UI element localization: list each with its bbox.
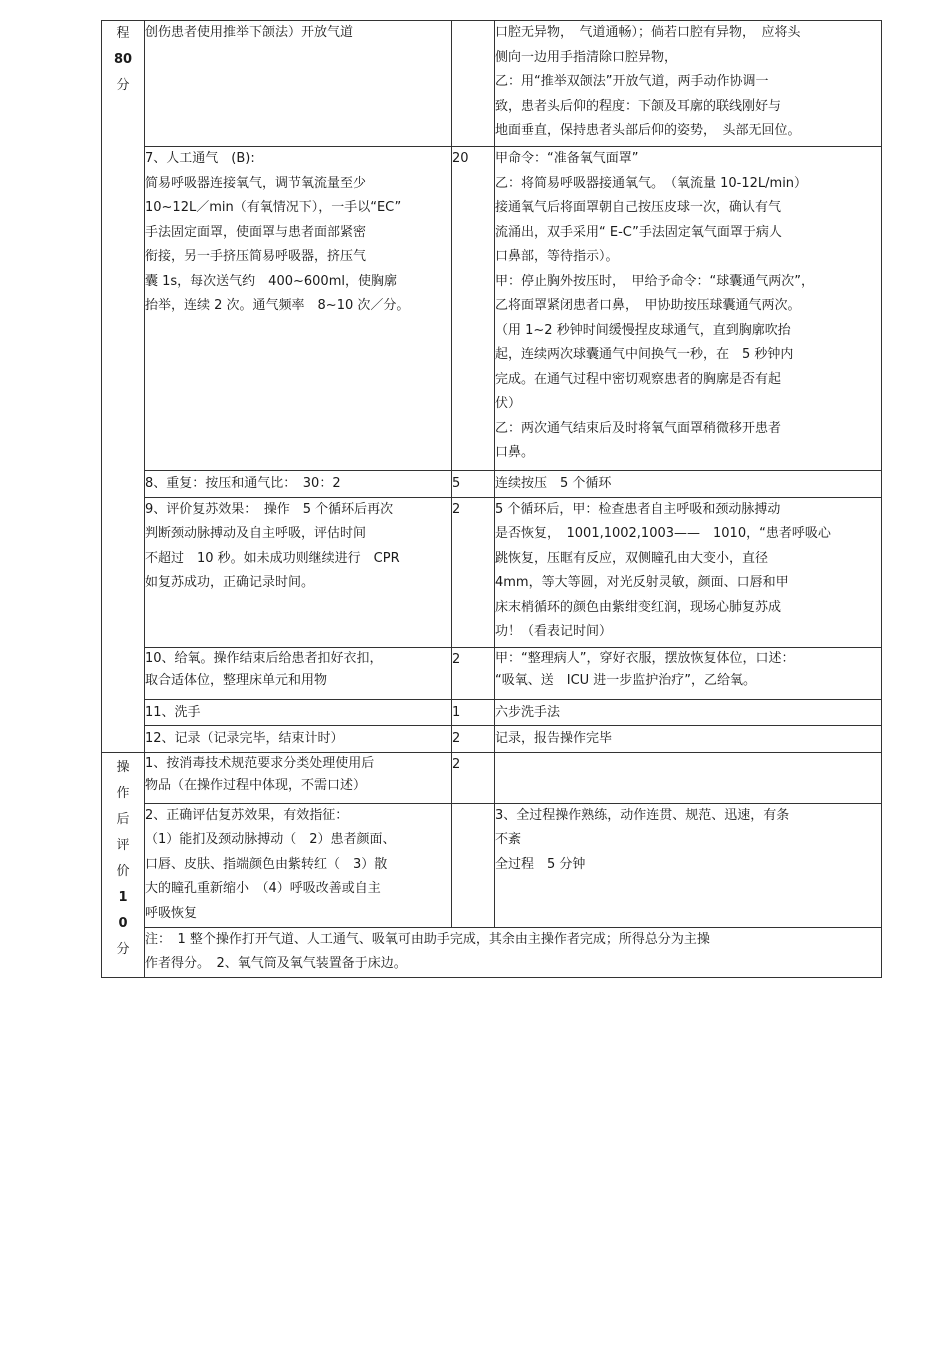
step-cell: [145, 497, 452, 647]
section-char: 分: [116, 941, 130, 957]
detail-cell: [495, 647, 882, 699]
step-cell: [145, 21, 452, 147]
detail-line: 乙：将简易呼吸器接通氧气。 （氧流量 10-12L/min）: [495, 175, 808, 191]
step-cell: [145, 752, 452, 803]
detail-line: 记录，报告操作完毕: [495, 731, 613, 746]
score-cell: 2: [452, 647, 495, 699]
table-row: [102, 803, 882, 927]
table-row: [102, 147, 882, 471]
detail-line: 功！（看表记时间）: [495, 624, 613, 639]
step-cell: [145, 647, 452, 699]
detail-line: 跳恢复，压眶有反应，双侧瞳孔由大变小，直径: [495, 550, 769, 566]
detail-line: 不紊: [495, 832, 522, 847]
detail-cell: [495, 497, 882, 647]
step-line: 12、记录（记录完毕，结束计时）: [145, 731, 344, 746]
section-char: 0: [118, 915, 128, 931]
detail-line: （用 1~2 秒钟时间缓慢捏皮球通气，直到胸廓吹抬: [495, 322, 791, 338]
step-line: 10、给氧。操作结束后给患者扣好衣扣，: [145, 650, 383, 666]
detail-line: 接通氧气后将面罩朝自己按压皮球一次，确认有气: [495, 200, 782, 215]
step-line: （1）能扪及颈动脉搏动（ 2）患者颜面、: [145, 832, 396, 847]
score-cell: [452, 21, 495, 147]
step-line: 11、洗手: [145, 704, 201, 720]
score-cell: 20: [452, 147, 495, 471]
detail-line: 口腔无异物， 气道通畅）；倘若口腔有异物， 应将头: [495, 25, 801, 40]
detail-line: 口鼻。: [495, 445, 535, 460]
score-cell: 5: [452, 471, 495, 498]
section-char: 分: [116, 78, 130, 93]
table-row: [102, 497, 882, 647]
table-row: [102, 21, 882, 147]
step-cell: [145, 803, 452, 927]
detail-line: 伏）: [495, 396, 522, 411]
step-line: 10~12L／min（有氧情况下），一手以“EC”: [145, 200, 402, 215]
detail-line: 地面垂直，保持患者头部后仰的姿势， 头部无回位。: [495, 123, 801, 138]
score-cell: 1: [452, 699, 495, 726]
step-line: 手法固定面罩，使面罩与患者面部紧密: [145, 224, 367, 240]
step-line: 不超过 10 秒。如未成功则继续进行 CPR: [145, 550, 400, 566]
section-char: 操: [116, 759, 130, 775]
detail-line: 口鼻部，等待指示）。: [495, 249, 619, 264]
step-line: 2、正确评估复苏效果，有效指征：: [145, 807, 349, 823]
step-line: 口唇、皮肤、指端颜色由紫转红（ 3）散: [145, 856, 388, 872]
note-line: 注： 1 整个操作打开气道、人工通气、吸氧可由助手完成，其余由主操作者完成；所得总分为主操: [145, 931, 710, 947]
step-line: 取合适体位，整理床单元和用物: [145, 672, 328, 688]
step-line: 8、重复：按压和通气比： 30：2: [145, 476, 341, 491]
detail-line: 六步洗手法: [495, 704, 561, 720]
table-row: [102, 752, 882, 803]
note-cell: [145, 927, 882, 977]
step-cell: [145, 699, 452, 726]
detail-line: 4mm，等大等圆，对光反射灵敏，颜面、口唇和甲: [495, 575, 789, 590]
score-cell: 2: [452, 726, 495, 753]
step-line: 1、按消毒技术规范要求分类处理使用后: [145, 755, 375, 771]
section-char: 价: [116, 863, 130, 879]
detail-line: 连续按压 5 个循环: [495, 476, 612, 491]
step-line: 7、人工通气 (B):: [145, 151, 255, 166]
detail-line: 甲：“整理病人”，穿好衣服，摆放恢复体位，口述：: [495, 650, 795, 666]
table-row: [102, 471, 882, 498]
detail-line: 乙将面罩紧闭患者口鼻， 甲协助按压球囊通气两次。: [495, 298, 801, 313]
section-char: 作: [116, 785, 130, 801]
step-line: 如复苏成功，正确记录时间。: [145, 575, 315, 590]
section-label-post: [102, 752, 145, 977]
section-char: 后: [116, 811, 130, 827]
detail-line: 甲：停止胸外按压时， 甲给予命令：“球囊通气两次”，: [495, 273, 814, 289]
step-line: 衔接，另一手挤压简易呼吸器，挤压气: [145, 249, 367, 264]
detail-cell: [495, 21, 882, 147]
detail-line: 全过程 5 分钟: [495, 856, 586, 872]
detail-line: 流涌出，双手采用“ E-C”手法固定氧气面罩于病人: [495, 224, 782, 240]
step-cell: [145, 471, 452, 498]
detail-line: 乙：两次通气结束后及时将氧气面罩稍微移开患者: [495, 420, 782, 436]
step-line: 创伤患者使用推举下颌法）开放气道: [145, 25, 354, 40]
score-cell: 2: [452, 752, 495, 803]
detail-line: 致，患者头后仰的程度：下颌及耳廓的联线刚好与: [495, 98, 782, 114]
section-label-process: [102, 21, 145, 753]
table-row: [102, 726, 882, 753]
step-line: 判断颈动脉搏动及自主呼吸，评估时间: [145, 526, 367, 541]
step-line: 抬举，连续 2 次。通气频率 8~10 次／分。: [145, 298, 410, 313]
step-line: 简易呼吸器连接氧气，调节氧流量至少: [145, 175, 367, 191]
detail-line: 5 个循环后，甲：检查患者自主呼吸和颈动脉搏动: [495, 501, 781, 517]
procedure-table: [101, 20, 882, 978]
detail-line: 完成。在通气过程中密切观察患者的胸廓是否有起: [495, 371, 782, 387]
table-row: [102, 647, 882, 699]
detail-cell: [495, 803, 882, 927]
step-line: 物品（在操作过程中体现，不需口述）: [145, 777, 367, 793]
detail-cell: [495, 471, 882, 498]
step-cell: [145, 147, 452, 471]
note-line: 作者得分。 2、氧气筒及氧气装置备于床边。: [145, 956, 407, 971]
detail-line: “吸氧、送 ICU 进一步监护治疗”，乙给氧。: [495, 672, 757, 688]
section-char: 80: [113, 52, 133, 67]
step-line: 大的瞳孔重新缩小 （4）呼吸改善或自主: [145, 881, 381, 896]
detail-line: 乙：用“推举双颌法”开放气道，两手动作协调一: [495, 74, 769, 89]
section-char: 程: [116, 26, 130, 41]
section-char: 评: [116, 837, 130, 853]
detail-cell: [495, 726, 882, 753]
step-cell: [145, 726, 452, 753]
detail-line: 是否恢复， 1001,1002,1003—— 1010，“患者呼吸心: [495, 526, 831, 541]
detail-cell: [495, 752, 882, 803]
section-char: 1: [118, 889, 128, 905]
table-row: [102, 927, 882, 977]
score-cell: 2: [452, 497, 495, 647]
detail-line: 侧向一边用手指清除口腔异物，: [495, 49, 678, 65]
detail-cell: [495, 699, 882, 726]
step-line: 呼吸恢复: [145, 905, 198, 921]
detail-line: 甲命令：“准备氧气面罩”: [495, 151, 639, 166]
detail-line: 起，连续两次球囊通气中间换气一秒，在 5 秒钟内: [495, 347, 794, 362]
step-line: 囊 1s，每次送气约 400~600ml，使胸廓: [145, 273, 397, 289]
detail-cell: [495, 147, 882, 471]
detail-line: 床末梢循环的颜色由紫绀变红润，现场心肺复苏成: [495, 599, 782, 615]
step-line: 9、评价复苏效果： 操作 5 个循环后再次: [145, 501, 394, 517]
score-cell: [452, 803, 495, 927]
detail-line: 3、全过程操作熟练，动作连贯、规范、迅速，有条: [495, 807, 790, 823]
table-row: [102, 699, 882, 726]
